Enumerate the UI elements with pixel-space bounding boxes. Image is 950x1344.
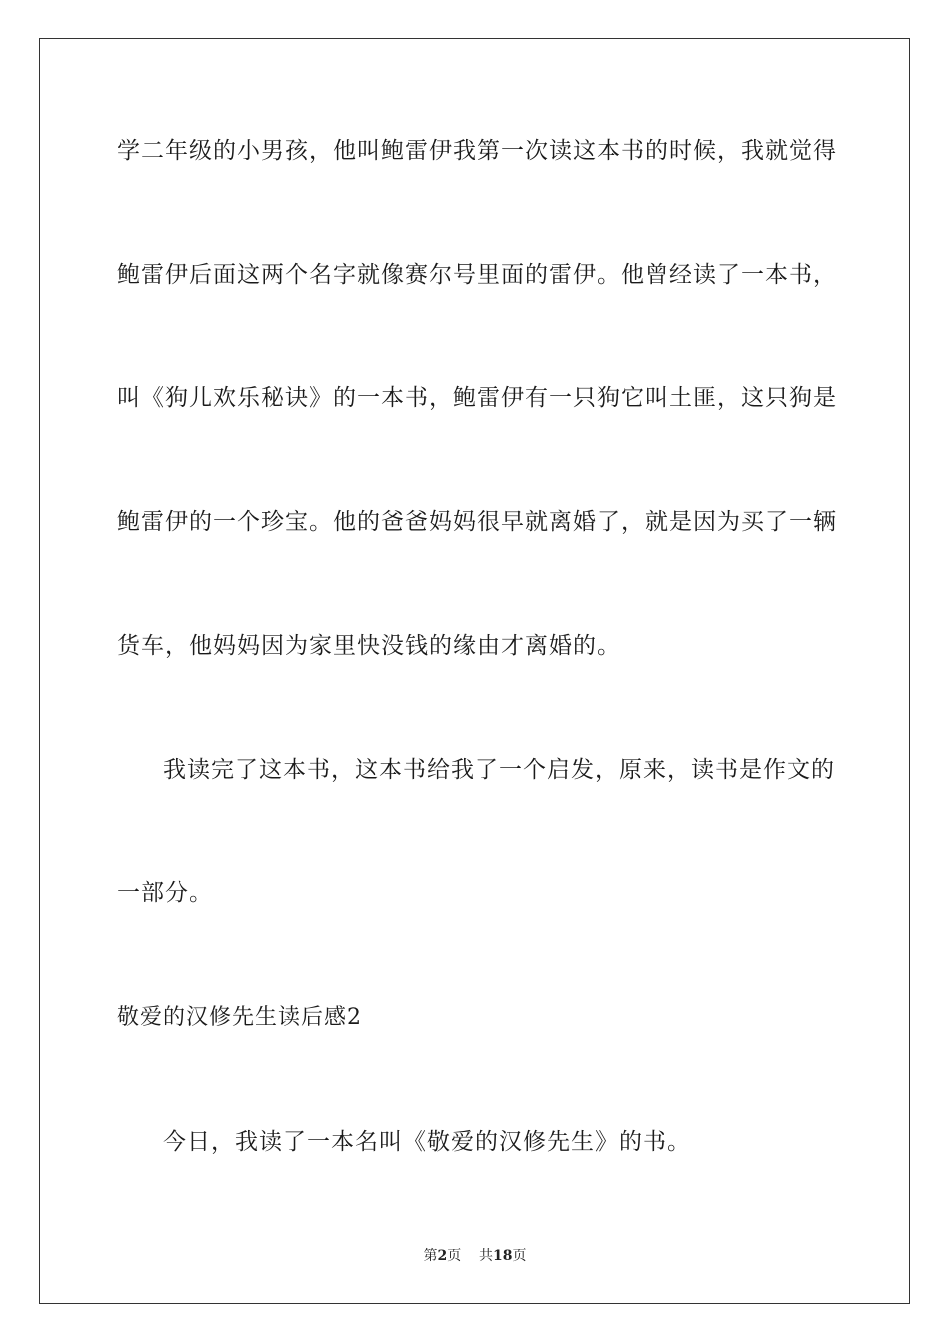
paragraph-intro: 今日，我读了一本名叫《敬爱的汉修先生》的书。 bbox=[163, 1129, 691, 1155]
text-line-7: 一部分。 bbox=[117, 880, 213, 906]
text-line-3: 叫《狗儿欢乐秘诀》的一本书，鲍雷伊有一只狗它叫土匪，这只狗是 bbox=[117, 385, 837, 411]
text-line-2: 鲍雷伊后面这两个名字就像赛尔号里面的雷伊。他曾经读了一本书， bbox=[117, 262, 837, 288]
page-border bbox=[39, 38, 910, 1304]
text-line-1: 学二年级的小男孩，他叫鲍雷伊我第一次读这本书的时候，我就觉得 bbox=[117, 138, 837, 164]
footer-total-pages: 18 bbox=[493, 1248, 513, 1264]
page-footer bbox=[0, 1247, 950, 1265]
footer-page-suffix: 页 bbox=[447, 1248, 462, 1264]
footer-total-prefix: 共 bbox=[479, 1248, 494, 1264]
footer-prefix: 第 bbox=[423, 1248, 438, 1264]
footer-total-suffix: 页 bbox=[512, 1248, 527, 1264]
footer-page-number: 2 bbox=[437, 1248, 448, 1264]
text-line-5: 货车，他妈妈因为家里快没钱的缘由才离婚的。 bbox=[117, 633, 621, 659]
text-line-4: 鲍雷伊的一个珍宝。他的爸爸妈妈很早就离婚了，就是因为买了一辆 bbox=[117, 509, 837, 535]
text-line-6: 我读完了这本书，这本书给我了一个启发，原来，读书是作文的 bbox=[163, 757, 835, 783]
section-heading: 敬爱的汉修先生读后感2 bbox=[117, 1005, 362, 1030]
